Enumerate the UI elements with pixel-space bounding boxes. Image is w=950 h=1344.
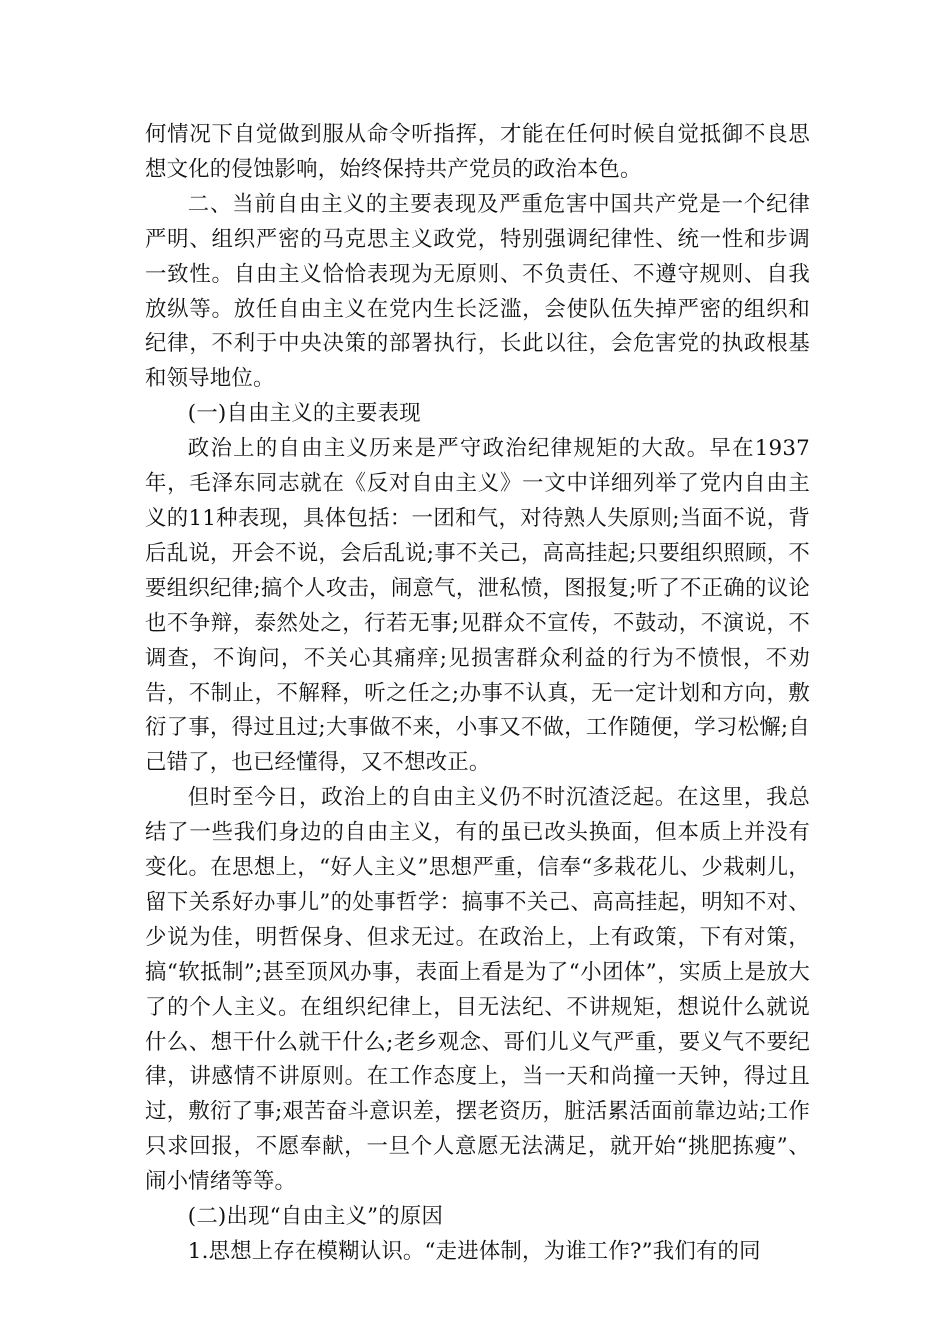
subsection-heading-causes: (二)出现“自由主义”的原因 [187, 1204, 444, 1230]
paragraph-mao-eleven-manifestations: 政治上的自由主义历来是严守政治纪律规矩的大敌。早在1937年，毛泽东同志就在《反对自由主义》一文中详细列举了党内自由主义的11种表现，具体包括：一团和气，对待熟人失原则;当面不说，背后乱说，开会不说，会后乱说;事不关己，高高挂起;只要组织照顾，不要组织纪律;搞个人攻击，闹意气，泄私愤，图报复;听了不正确的议论也不争辩，泰然处之，行若无事;见群众不宣传，不鼓动，不演说，不调查，不询问，不关心其痛痒;见损害群众利益的行为不愤恨，不劝告，不制止，不解释，听之任之;办事不认真，无一定计划和方向，敷衍了事，得过且过;大事做不来，小事又不做，工作随便，学习松懈;自己错了，也已经懂得，又不想改正。 [145, 436, 810, 776]
paragraph-cause-one: 1.思想上存在模糊认识。“走进体制，为谁工作?”我们有的同 [187, 1239, 761, 1264]
paragraph-continuation: 何情况下自觉做到服从命令听指挥，才能在任何时候自觉抵御不良思想文化的侵蚀影响，始终保持共产党员的政治本色。 [145, 122, 810, 182]
paragraph-current-liberalism: 但时至今日，政治上的自由主义仍不时沉渣泛起。在这里，我总结了一些我们身边的自由主义，有的虽已改头换面，但本质上并没有变化。在思想上，“好人主义”思想严重，信奉“多栽花儿、少栽刺儿，留下关系好办事儿”的处事哲学：搞事不关己、高高挂起，明知不对、少说为佳，明哲保身、但求无过。在政治上，上有政策，下有对策，搞“软抵制”;甚至顶风办事，表面上看是为了“小团体”，实质上是放大了的个人主义。在组织纪律上，目无法纪、不讲规矩，想说什么就说什么、想干什么就干什么;老乡观念、哥们儿义气严重，要义气不要纪律，讲感情不讲原则。在工作态度上，当一天和尚撞一天钟，得过且过，敷衍了事;艰苦奋斗意识差，摆老资历，脏活累活面前靠边站;工作只求回报，不愿奉献，一旦个人意愿无法满足，就开始“挑肥拣瘦”、闹小情绪等等。 [145, 785, 810, 1195]
subsection-heading-manifestations: (一)自由主义的主要表现 [187, 401, 421, 427]
section-heading-paragraph: 二、当前自由主义的主要表现及严重危害中国共产党是一个纪律严明、组织严密的马克思主义政党，特别强调纪律性、统一性和步调一致性。自由主义恰恰表现为无原则、不负责任、不遵守规则、自我放纵等。放任自由主义在党内生长泛滥，会使队伍失掉严密的组织和纪律，不利于中央决策的部署执行，长此以往，会危害党的执政根基和领导地位。 [145, 191, 810, 392]
document-body [145, 118, 810, 1270]
